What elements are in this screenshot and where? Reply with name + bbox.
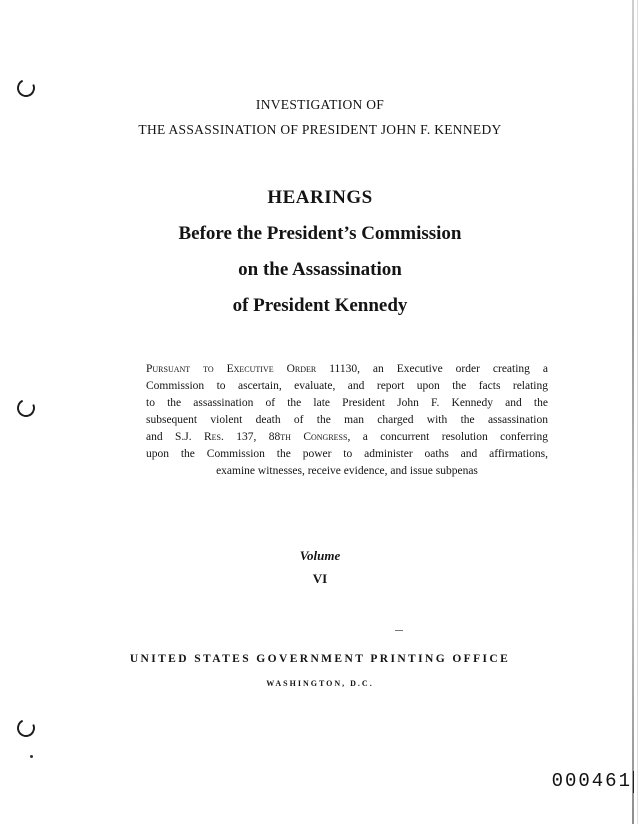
subject-line-2: THE ASSASSINATION OF PRESIDENT JOHN F. KENNEDY: [138, 122, 502, 137]
authority-smallcaps-text: Pursuant to Executive Order: [146, 363, 317, 375]
document-number: 000461: [551, 770, 632, 792]
subject-line-1: INVESTIGATION OF: [255, 97, 385, 112]
punch-hole-bottom-icon: [14, 716, 37, 739]
authority-line-1-rest: 11130, an Executive order creating a: [316, 363, 548, 375]
authority-line-1: [146, 361, 548, 378]
authority-line-6: upon the Commission the power to administer oaths and affirmations,: [146, 448, 548, 460]
printer-mark-divider: [395, 630, 403, 631]
title-line-3: of President Kennedy: [232, 295, 408, 316]
authority-res-text: Res.: [203, 431, 224, 443]
publisher-name: UNITED STATES GOVERNMENT PRINTING OFFICE: [129, 653, 511, 665]
volume-number: VI: [312, 571, 328, 586]
authority-line-7: examine witnesses, receive evidence, and issue subpenas: [216, 465, 478, 477]
volume-label: Volume: [299, 548, 341, 563]
authority-th-text: th: [280, 431, 291, 443]
ink-speck: [30, 755, 33, 758]
title-line-1: Before the President’s Commission: [178, 223, 462, 244]
publisher-city: WASHINGTON, D.C.: [266, 679, 374, 688]
main-title: HEARINGS: [267, 187, 373, 208]
authority-line-2: Commission to ascertain, evaluate, and report upon the facts relating: [146, 380, 548, 392]
title-line-2: on the Assassination: [238, 259, 402, 280]
authority-congress-text: Congress: [290, 431, 348, 443]
authority-line-5-end: , a concurrent resolution conferring: [347, 431, 549, 443]
authority-line-5: [146, 429, 548, 446]
punch-hole-middle-icon: [14, 396, 37, 419]
authority-line-5-start: and S.J.: [146, 431, 204, 443]
authority-line-3: to the assassination of the late President John F. Kennedy and the: [146, 397, 548, 409]
document-number-bracket: [630, 771, 634, 793]
authority-line-4: subsequent violent death of the man charged with the assassination: [146, 414, 548, 426]
authority-line-5-mid: 137, 88: [223, 431, 281, 443]
